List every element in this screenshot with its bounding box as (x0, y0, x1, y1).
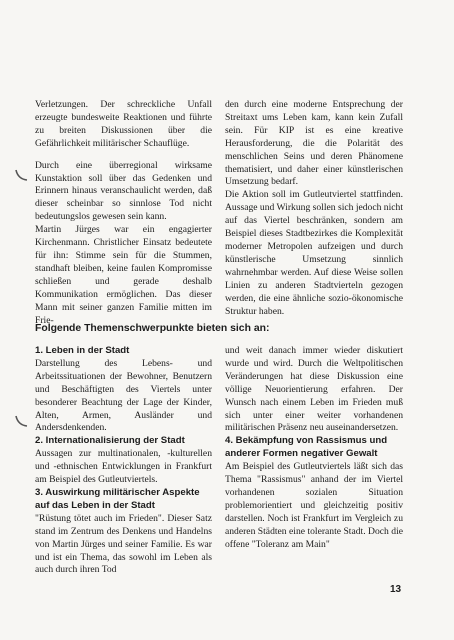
paragraph: Verletzungen. Der schreckliche Unfall erzeugte bundesweite Reaktionen und führte zu breiten Diskussionen über die Gefährlichkeit militärischer Schauflüge. (35, 99, 212, 149)
topic-1-text: Darstellung des Lebens- und Arbeitssituationen der Bewohner, Benutzern und Beschäftigten des Viertels unter besonderer Beachtung der Lage der Kinder, Alten, Armen, Ausländer und Andersdenkenden. (35, 357, 212, 434)
topic-2-title: 2. Internationalisierung der Stadt (35, 435, 185, 447)
binder-hole-mark (14, 414, 28, 428)
topic-3-continued: und weit danach immer wieder diskutiert wurde und wird. Durch die Weltpolitischen Veränderungen hat diese Diskussion eine völlige Neuorientierung erfahren. Der Wunsch nach einem Leben im Frieden muß sich unter einer weiter vorhandenen militärischen Präsenz neu auseinandersetzen. (225, 345, 403, 434)
bottom-left-column (35, 345, 212, 577)
bottom-right-column (225, 345, 403, 552)
paragraph: Durch eine überregional wirksame Kunstaktion soll über das Gedenken und Erinnern hinaus veranschaulicht werden, daß dieser scheinbar so sinnlose Tod nicht bedeutungslos gewesen sein kann. (35, 159, 212, 223)
topic-4-text: Am Beispiel des Gutleutviertels läßt sich das Thema "Rassismus" anhand der im Viertel vorhandenen sozialen Situation problemorientiert und gleichzeitig positiv darstellen. Noch ist Frankfurt im Vergleich zu anderen Städten eine tolerante Stadt. Doch die offene "Toleranz am Main" (225, 461, 403, 550)
top-right-column (225, 99, 403, 318)
paragraph: den durch eine moderne Entsprechung der Streitaxt ums Leben kam, kann kein Zufall sein. Für KIP ist es eine kreative Herausforderung, die die Polarität des menschlichen Seins und deren Phänomene thematisiert, und daher einer künstlerischen Umsetzung bedarf. (225, 99, 403, 188)
paragraph: Martin Jürges war ein engagierter Kirchenmann. Christlicher Einsatz bedeutete für ihn: Stimme sein für die Stummen, standhaft bleiben, keine faulen Kompromisse schließen und gerade deshalb Kommunikation ermöglichen. Das dieser Mann mit seiner ganzen Familie mitten im Frie- (35, 224, 212, 326)
section-heading: Folgende Themenschwerpunkte bieten sich an: (35, 323, 270, 334)
paragraph: Die Aktion soll im Gutleutviertel stattfinden. Aussage und Wirkung sollen sich jedoch nicht auf das Viertel beschränken, sondern am Beispiel dieses Stadtbezirkes die Komplexität moderner Metropolen aufzeigen und durch künstlerische Umsetzung sinnlich wahrnehmbar werden. Auf diese Weise sollen Linien zu anderen Stadtvierteln gezogen werden, die eine ähnliche sozio-ökonomische Struktur haben. (225, 189, 403, 317)
page-number: 13 (390, 584, 402, 595)
topic-1-title: 1. Leben in der Stadt (35, 345, 130, 356)
topic-3-title: 3. Auswirkung militärischer Aspekte auf das Leben in der Stadt (35, 486, 200, 511)
topic-2-text: Aussagen zur multinationalen, -kulturellen und -ethnischen Entwicklungen in Frankfurt am Beispiel des Gutleutviertels. (35, 448, 212, 486)
binder-hole-mark (14, 168, 28, 182)
topic-3-text: "Rüstung tötet auch im Frieden". Dieser Satz stand im Zentrum des Denkens und Handelns von Martin Jürges und seiner Familie. Es war und ist ein Thema, das sowohl im Leben als auch durch ihren Tod (35, 512, 212, 576)
topic-4-title: 4. Bekämpfung von Rassismus und anderer Formen negativer Gewalt (225, 435, 388, 460)
top-left-column (35, 99, 212, 327)
